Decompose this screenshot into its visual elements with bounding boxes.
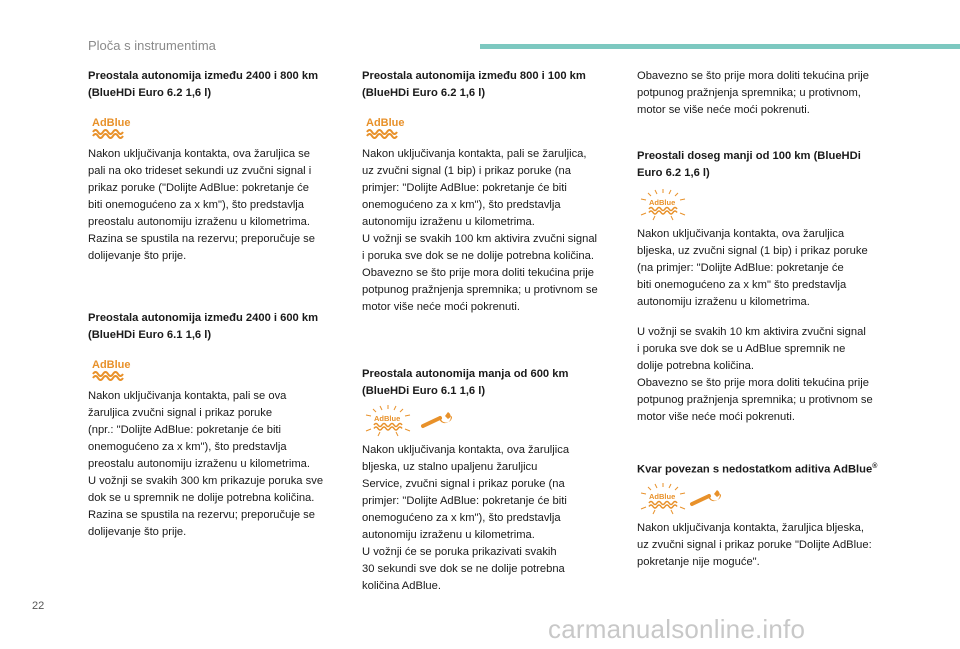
paragraph-text: Nakon uključivanja kontakta, pali se žaruljica, uz zvučni signal (1 bip) i prikaz poruke (na primjer: "Dolijte AdBlue: pokretanje će biti onemogućeno za x km"), što predstavlja autonomiju izraženu u kilometrima. U vožnji se svakih 100 km aktivira zvučni signal i poruka sve dok se ne dolije potrebna količina. Obavezno se što prije mora doliti tekućina prije potpunog pražnjenja spremnika; u protivnom se motor više neće moći pokrenuti. xyxy=(362,148,598,313)
heading-text: Kvar povezan s nedostatkom aditiva AdBlue® xyxy=(637,463,878,476)
adblue-icon-label: AdBlue xyxy=(374,414,401,423)
section-heading xyxy=(362,68,618,102)
heading-text: Preostala autonomija između 800 i 100 km (BlueHDi Euro 6.2 1,6 l) xyxy=(362,70,586,99)
section-paragraph xyxy=(88,388,344,541)
heading-text: Preostali doseg manji od 100 km (BlueHDi Euro 6.2 1,6 l) xyxy=(637,150,861,179)
paragraph-text: Nakon uključivanja kontakta, pali se ova žaruljica zvučni signal i prikaz poruke (npr.: "Dolijte AdBlue: pokretanje će biti onemogućeno za x km"), što predstavlja preostalu autonomiju izraženu u kilometrima. U vožnji se svakih 300 km prikazuje poruka sve dok se u spremnik ne dolije potrebna količina. Razina se spustila na rezervu; preporučuje se dolijevanje što prije. xyxy=(88,390,324,538)
adblue-flashing-icon xyxy=(362,404,482,438)
section-heading xyxy=(88,68,344,102)
paragraph-text: Nakon uključivanja kontakta, žaruljica bljeska, uz zvučni signal i prikaz poruke "Dolijte AdBlue: pokretanje nije moguće". xyxy=(637,522,872,568)
adblue-icon-label: AdBlue xyxy=(92,117,131,129)
wrench-icon xyxy=(689,486,725,510)
section-heading xyxy=(88,310,344,344)
paragraph-text: Nakon uključivanja kontakta, ova žaruljica se pali na oko trideset sekundi uz zvučni signal i prikaz poruke ("Dolijte AdBlue: pokretanje će biti onemogućeno za x km"), što predstavlja preostalu autonomiju izraženu u kilometrima. Razina se spustila na rezervu; preporučuje se dolijevanje što prije. xyxy=(88,148,315,262)
adblue-icon-label: AdBlue xyxy=(649,198,676,207)
wrench-icon xyxy=(420,408,456,432)
section-paragraph xyxy=(88,146,344,265)
section-paragraph xyxy=(637,68,893,119)
section-paragraph xyxy=(637,324,893,426)
paragraph-text: U vožnji se svakih 10 km aktivira zvučni signal i poruka sve dok se u AdBlue spremnik ne dolije potrebna količina. Obavezno se što prije mora doliti tekućina prije potpunog pražnjenja spremnika; u protivnom se motor više neće moći pokrenuti. xyxy=(637,326,873,423)
header-accent-bar xyxy=(480,44,960,49)
registered-mark: ® xyxy=(872,463,878,470)
paragraph-text: Nakon uključivanja kontakta, ova žaruljica bljeska, uz stalno upaljenu žaruljicu Service, zvučni signal i prikaz poruke (na primjer: "Dolijte AdBlue: pokretanje će biti onemogućeno za x km"), što predstavlja autonomiju izraženu u kilometrima. U vožnji će se poruka prikazivati svakih 30 sekundi sve dok se ne dolije potrebna količina AdBlue. xyxy=(362,444,570,592)
paragraph-text: Obavezno se što prije mora doliti tekućina prije potpunog pražnjenja spremnika; u protivnom, motor se više neće moći pokrenuti. xyxy=(637,70,869,116)
section-heading xyxy=(637,458,893,479)
watermark: carmanualsonline.info xyxy=(548,614,806,644)
adblue-flashing-icon xyxy=(637,482,757,516)
heading-text: Preostala autonomija između 2400 i 600 km (BlueHDi Euro 6.1 1,6 l) xyxy=(88,312,319,341)
paragraph-text: Nakon uključivanja kontakta, ova žaruljica bljeska, uz zvučni signal (1 bip) i prikaz poruke (na primjer: "Dolijte AdBlue: pokretanje će biti onemogućeno za x km" što predstavlja autonomiju izraženu u kilometrima. xyxy=(637,228,868,308)
section-paragraph xyxy=(637,520,893,571)
section-heading xyxy=(637,148,893,182)
adblue-icon-label: AdBlue xyxy=(366,117,405,129)
heading-text: Preostala autonomija manja od 600 km (BlueHDi Euro 6.1 1,6 l) xyxy=(362,368,569,397)
adblue-icon-label: AdBlue xyxy=(92,359,131,371)
adblue-icon-label: AdBlue xyxy=(649,492,676,501)
header-title: Ploča s instrumentima xyxy=(88,38,216,53)
section-paragraph xyxy=(637,226,893,311)
page-number: 22 xyxy=(32,600,45,612)
section-paragraph xyxy=(362,442,618,595)
section-heading xyxy=(362,366,618,400)
heading-text: Preostala autonomija između 2400 i 800 km (BlueHDi Euro 6.2 1,6 l) xyxy=(88,70,319,99)
section-paragraph xyxy=(362,146,618,316)
